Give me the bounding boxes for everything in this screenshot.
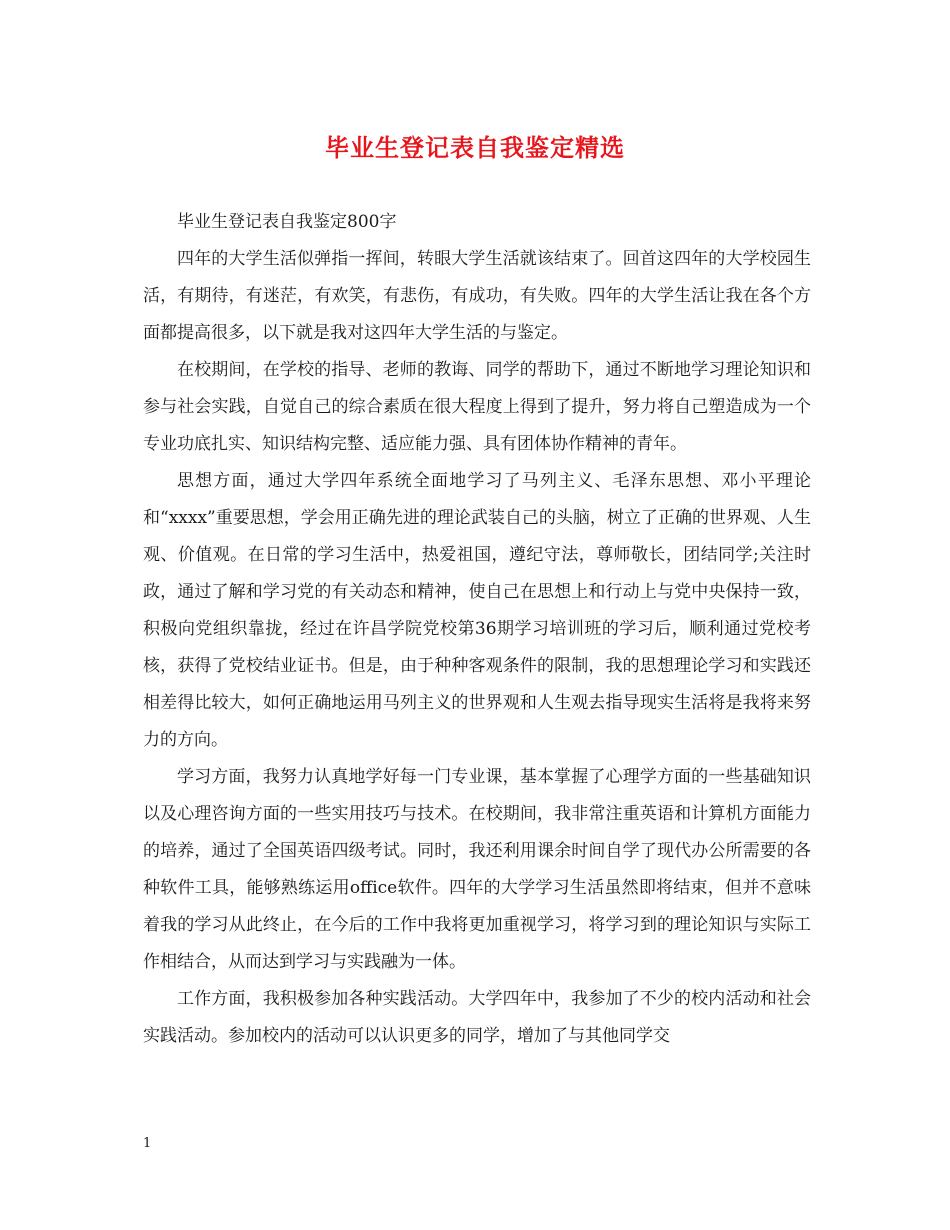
paragraph-study: 学习方面，我努力认真地学好每一门专业课，基本掌握了心理学方面的一些基础知识以及心理咨询方面的一些实用技巧与技术。在校期间，我非常注重英语和计算机方面能力的培养，通过了全国英语四级考试。同时，我还利用课余时间自学了现代办公所需要的各种软件工具，能够熟练运用office软件。四年的大学学习生活虽然即将结束，但并不意味着我的学习从此终止，在今后的工作中我将更加重视学习，将学习到的理论知识与实际工作相结合，从而达到学习与实践融为一体。 bbox=[143, 767, 811, 972]
document-body bbox=[143, 204, 811, 1055]
paragraph-intro: 四年的大学生活似弹指一挥间，转眼大学生活就该结束了。回首这四年的大学校园生活，有期待，有迷茫，有欢笑，有悲伤，有成功，有失败。四年的大学生活让我在各个方面都提高很多，以下就是我对这四年大学生活的与鉴定。 bbox=[143, 249, 811, 343]
subtitle-paragraph: 毕业生登记表自我鉴定800字 bbox=[177, 212, 397, 232]
paragraph-work: 工作方面，我积极参加各种实践活动。大学四年中，我参加了不少的校内活动和社会实践活动。参加校内的活动可以认识更多的同学，增加了与其他同学交 bbox=[143, 989, 811, 1046]
paragraph-ideology: 思想方面，通过大学四年系统全面地学习了马列主义、毛泽东思想、邓小平理论和“xxxx”重要思想，学会用正确先进的理论武装自己的头脑，树立了正确的世界观、人生观、价值观。在日常的学习生活中，热爱祖国，遵纪守法，尊师敬长，团结同学;关注时政，通过了解和学习党的有关动态和精神，使自己在思想上和行动上与党中央保持一致，积极向党组织靠拢，经过在许昌学院党校第36期学习培训班的学习后，顺利通过党校考核，获得了党校结业证书。但是，由于种种客观条件的限制，我的思想理论学习和实践还相差得比较大，如何正确地运用马列主义的世界观和人生观去指导现实生活将是我将来努力的方向。 bbox=[143, 471, 811, 750]
paragraph-campus: 在校期间，在学校的指导、老师的教诲、同学的帮助下，通过不断地学习理论知识和参与社会实践，自觉自己的综合素质在很大程度上得到了提升，努力将自己塑造成为一个专业功底扎实、知识结构完整、适应能力强、具有团体协作精神的青年。 bbox=[143, 360, 811, 454]
page-number: 1 bbox=[143, 1136, 152, 1151]
document-title: 毕业生登记表自我鉴定精选 bbox=[325, 133, 625, 162]
